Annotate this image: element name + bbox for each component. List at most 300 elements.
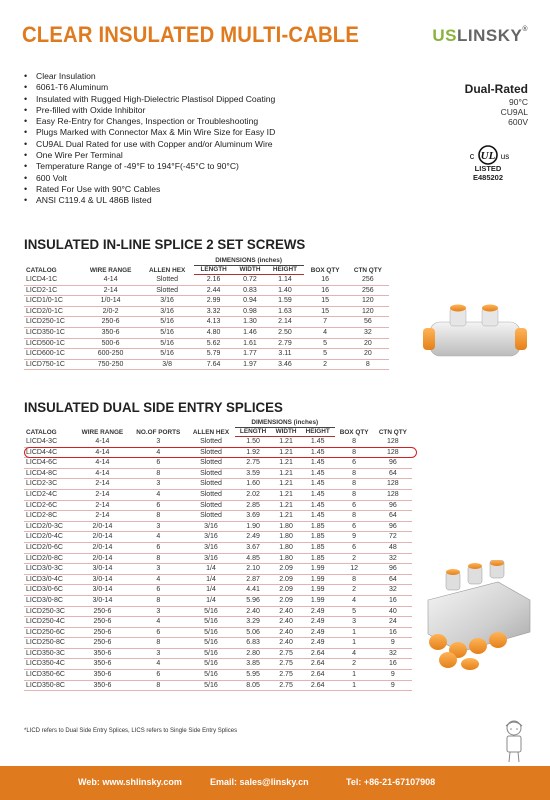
table-cell: 3.69 xyxy=(235,511,271,522)
table-cell: 1.21 xyxy=(271,479,301,490)
table-cell: 8 xyxy=(130,680,187,691)
table-cell: 64 xyxy=(374,574,412,585)
table-cell: 6 xyxy=(335,521,374,532)
table-cell: 1.45 xyxy=(301,489,335,500)
email-link[interactable]: Email: sales@linsky.cn xyxy=(210,777,309,787)
table-cell: 1.90 xyxy=(235,521,271,532)
catalog-number: LICD350-4C xyxy=(24,659,75,670)
table-cell: 3/16 xyxy=(187,521,235,532)
table-row xyxy=(24,680,412,691)
table-cell: 1.40 xyxy=(266,285,303,296)
table-row xyxy=(24,627,412,638)
table-cell: 2.44 xyxy=(194,285,234,296)
table-cell: 3.67 xyxy=(235,542,271,553)
catalog-number: LICD3/0-4C xyxy=(24,574,75,585)
table-cell: 1.99 xyxy=(301,585,335,596)
table-row xyxy=(24,606,412,617)
contact-footer xyxy=(0,766,550,800)
table-cell: 3/16 xyxy=(187,553,235,564)
table-cell: 1.85 xyxy=(301,542,335,553)
catalog-number: LICD2-1C xyxy=(24,285,81,296)
catalog-number: LICD3/0-6C xyxy=(24,585,75,596)
table-cell: 5.79 xyxy=(194,349,234,360)
table-cell: 2/0-14 xyxy=(75,542,129,553)
table-row xyxy=(24,553,412,564)
table-cell: 2.40 xyxy=(271,638,301,649)
table-cell: 5 xyxy=(304,338,347,349)
table-cell: 96 xyxy=(374,500,412,511)
table-cell: 20 xyxy=(347,338,389,349)
table-cell: 1.77 xyxy=(234,349,267,360)
table-cell: 128 xyxy=(374,447,412,458)
table-cell: Slotted xyxy=(187,479,235,490)
footnote: *LICD refers to Dual Side Entry Splices, LICS refers to Single Side Entry Splices xyxy=(24,728,238,734)
table-cell: 2.14 xyxy=(266,317,303,328)
table-cell: 1.45 xyxy=(301,511,335,522)
table-cell: 56 xyxy=(347,317,389,328)
table-cell: 8 xyxy=(335,479,374,490)
table-cell: 1.21 xyxy=(271,458,301,469)
catalog-number: LICD500-1C xyxy=(24,338,81,349)
table-cell: 5/16 xyxy=(141,317,194,328)
table-cell: 250-6 xyxy=(75,638,129,649)
table-cell: 0.98 xyxy=(234,306,267,317)
table-cell: Slotted xyxy=(187,489,235,500)
table-cell: 7 xyxy=(304,317,347,328)
table-cell: 120 xyxy=(347,306,389,317)
table-cell: 4 xyxy=(130,617,187,628)
table-cell: 2 xyxy=(335,553,374,564)
table-cell: 3/16 xyxy=(187,532,235,543)
feature-item: • Clear Insulation xyxy=(24,71,275,82)
table-cell: 3/16 xyxy=(187,542,235,553)
table-cell: 2.99 xyxy=(194,296,234,307)
table-cell: 250-6 xyxy=(75,606,129,617)
table-cell: 5/16 xyxy=(141,327,194,338)
table-cell: 6 xyxy=(130,585,187,596)
table-cell: 350-6 xyxy=(75,670,129,681)
table-cell: 5.95 xyxy=(235,670,271,681)
table-cell: 12 xyxy=(335,564,374,575)
rating-material: CU9AL xyxy=(500,107,528,117)
dual-entry-splice-image xyxy=(418,560,536,670)
table-cell: 2.79 xyxy=(266,338,303,349)
feature-item: • Temperature Range of -49°F to 194°F(-45°C to 90°C) xyxy=(24,161,275,172)
table-cell: 2-14 xyxy=(75,500,129,511)
table-row xyxy=(24,500,412,511)
table-cell: 2.40 xyxy=(271,627,301,638)
table-cell: 9 xyxy=(335,532,374,543)
listed-label: LISTED xyxy=(474,164,502,173)
table-cell: 2.49 xyxy=(301,638,335,649)
table-cell: 1.46 xyxy=(234,327,267,338)
table-cell: 64 xyxy=(374,511,412,522)
svg-text:us: us xyxy=(500,152,510,161)
catalog-number: LICD2/0-4C xyxy=(24,532,75,543)
table-cell: 6 xyxy=(335,458,374,469)
table-cell: 6.83 xyxy=(235,638,271,649)
table-cell: 64 xyxy=(374,468,412,479)
table-cell: 3 xyxy=(130,521,187,532)
col-wire-range: WIRE RANGE xyxy=(89,266,132,274)
table-cell: 5/16 xyxy=(187,670,235,681)
table-cell: 600-250 xyxy=(81,349,141,360)
table-cell: 2-14 xyxy=(81,285,141,296)
table-cell: 8 xyxy=(335,447,374,458)
table-cell: 8 xyxy=(335,437,374,448)
table-cell: 4 xyxy=(130,532,187,543)
catalog-number: LICD2/0-1C xyxy=(24,306,81,317)
table-row xyxy=(24,542,412,553)
table-cell: 6 xyxy=(335,500,374,511)
col-box-qty: BOX QTY xyxy=(339,428,369,436)
table-row xyxy=(24,489,412,500)
table-cell: 2 xyxy=(304,359,347,370)
table-cell: 2-14 xyxy=(75,511,129,522)
rating-voltage: 600V xyxy=(508,117,528,127)
table-cell: 6 xyxy=(130,542,187,553)
table-cell: 4.13 xyxy=(194,317,234,328)
table-cell: 2/0-2 xyxy=(81,306,141,317)
table-cell: 1.85 xyxy=(301,521,335,532)
table-cell: 2.64 xyxy=(301,659,335,670)
table-cell: 2.49 xyxy=(301,617,335,628)
table-cell: 3/0-14 xyxy=(75,564,129,575)
table-cell: 2.40 xyxy=(271,606,301,617)
table-cell: 750-250 xyxy=(81,359,141,370)
table-cell: 1.60 xyxy=(235,479,271,490)
col-allen-hex: ALLEN HEX xyxy=(149,266,186,274)
table-row xyxy=(24,359,389,370)
table-cell: 15 xyxy=(304,306,347,317)
col-width: WIDTH xyxy=(271,428,301,437)
table-cell: 350-6 xyxy=(75,648,129,659)
website-link[interactable]: Web: www.shlinsky.com xyxy=(78,777,182,787)
worker-mascot-icon xyxy=(500,718,528,764)
table-cell: 1 xyxy=(335,627,374,638)
phone-number: Tel: +86-21-67107908 xyxy=(346,777,436,787)
col-ctn-qty: CTN QTY xyxy=(353,266,382,274)
table-cell: 3.32 xyxy=(194,306,234,317)
table-cell: 96 xyxy=(374,521,412,532)
catalog-number: LICD600-1C xyxy=(24,349,81,360)
table-cell: 8 xyxy=(335,511,374,522)
catalog-number: LICD2/0-8C xyxy=(24,553,75,564)
table-cell: Slotted xyxy=(187,458,235,469)
table-cell: 32 xyxy=(374,585,412,596)
table-cell: 0.94 xyxy=(234,296,267,307)
table-cell: 2-14 xyxy=(75,489,129,500)
table-cell: 3 xyxy=(130,648,187,659)
col-dimensions: DIMENSIONS (inches) xyxy=(194,257,304,266)
table-cell: 3/8 xyxy=(141,359,194,370)
table-cell: 96 xyxy=(374,564,412,575)
table-cell: 2 xyxy=(335,659,374,670)
table-row xyxy=(24,574,412,585)
catalog-number: LICD2/0-3C xyxy=(24,521,75,532)
table-cell: 5/16 xyxy=(187,659,235,670)
table-row xyxy=(24,338,389,349)
table-cell: 1.30 xyxy=(234,317,267,328)
table-cell: 2.75 xyxy=(271,648,301,659)
catalog-number: LICD2-6C xyxy=(24,500,75,511)
table-cell: 2.80 xyxy=(235,648,271,659)
catalog-number: LICD750-1C xyxy=(24,359,81,370)
catalog-number: LICD350-3C xyxy=(24,648,75,659)
table-cell: 2.40 xyxy=(271,617,301,628)
catalog-number: LICD2/0-6C xyxy=(24,542,75,553)
table-cell: 0.72 xyxy=(234,275,267,286)
table-cell: 256 xyxy=(347,285,389,296)
table-cell: 2.75 xyxy=(271,670,301,681)
table-cell: 2.85 xyxy=(235,500,271,511)
table-cell: 256 xyxy=(347,275,389,286)
table-cell: 128 xyxy=(374,489,412,500)
catalog-number: LICD350-8C xyxy=(24,680,75,691)
table-cell: 1.45 xyxy=(301,500,335,511)
table-cell: 2.75 xyxy=(271,680,301,691)
table-cell: 4-14 xyxy=(75,468,129,479)
table-cell: 2.09 xyxy=(271,564,301,575)
table-cell: 1/4 xyxy=(187,564,235,575)
table-cell: 2/0-14 xyxy=(75,553,129,564)
table-cell: 4-14 xyxy=(75,437,129,448)
feature-item: • ANSI C119.4 & UL 486B listed xyxy=(24,195,275,206)
table-cell: 4-14 xyxy=(75,447,129,458)
table-cell: 4 xyxy=(130,489,187,500)
table-row xyxy=(24,617,412,628)
table-cell: 1.80 xyxy=(271,553,301,564)
table-cell: 5/16 xyxy=(187,617,235,628)
row-highlight-oval xyxy=(24,447,417,458)
table-cell: 1.80 xyxy=(271,532,301,543)
table-cell: 40 xyxy=(374,606,412,617)
feature-item: • 600 Volt xyxy=(24,173,275,184)
table-cell: 2.49 xyxy=(301,606,335,617)
table-row xyxy=(24,327,389,338)
table-cell: 6 xyxy=(335,542,374,553)
feature-item: • Plugs Marked with Connector Max & Min Wire Size for Easy ID xyxy=(24,127,275,138)
table-cell: 1 xyxy=(335,670,374,681)
table-cell: 8 xyxy=(130,595,187,606)
table-cell: 15 xyxy=(304,296,347,307)
table-cell: 3/16 xyxy=(141,296,194,307)
table-cell: 8 xyxy=(335,489,374,500)
table-row xyxy=(24,349,389,360)
feature-item: • One Wire Per Terminal xyxy=(24,150,275,161)
table-cell: 1 xyxy=(335,680,374,691)
inline-splice-image xyxy=(420,300,530,370)
feature-item: • Rated For Use with 90°C Cables xyxy=(24,184,275,195)
table-cell: 1.45 xyxy=(301,437,335,448)
table-cell: 32 xyxy=(374,553,412,564)
table-cell: 8 xyxy=(130,638,187,649)
table-cell: 1.85 xyxy=(301,553,335,564)
table-cell: 1.45 xyxy=(301,479,335,490)
col-length: LENGTH xyxy=(235,428,271,437)
catalog-number: LICD4-6C xyxy=(24,458,75,469)
table-cell: 8 xyxy=(335,574,374,585)
table-cell: 4-14 xyxy=(75,458,129,469)
table-cell: 128 xyxy=(374,479,412,490)
rating-temp: 90°C xyxy=(509,97,528,107)
catalog-number: LICD4-4C xyxy=(24,447,75,458)
table-cell: 1.14 xyxy=(266,275,303,286)
table-cell: 2/0-14 xyxy=(75,532,129,543)
table-cell: 6 xyxy=(130,500,187,511)
table-cell: 2 xyxy=(335,585,374,596)
feature-list xyxy=(24,71,275,207)
table-cell: 3 xyxy=(130,606,187,617)
table-row xyxy=(24,479,412,490)
catalog-number: LICD250-3C xyxy=(24,606,75,617)
table-cell: 1.45 xyxy=(301,458,335,469)
table-cell: 1/4 xyxy=(187,585,235,596)
table-cell: 6 xyxy=(130,458,187,469)
table-cell: 5/16 xyxy=(187,680,235,691)
table-row xyxy=(24,511,412,522)
table-cell: Slotted xyxy=(141,285,194,296)
table-cell: 3/16 xyxy=(141,306,194,317)
catalog-number: LICD2-3C xyxy=(24,479,75,490)
catalog-number: LICD250-4C xyxy=(24,617,75,628)
table-cell: 24 xyxy=(374,617,412,628)
table-cell: 32 xyxy=(374,648,412,659)
table-cell: 1/4 xyxy=(187,574,235,585)
table-cell: 16 xyxy=(304,275,347,286)
catalog-number: LICD250-6C xyxy=(24,627,75,638)
col-dimensions: DIMENSIONS (inches) xyxy=(235,419,335,428)
catalog-number: LICD250-8C xyxy=(24,638,75,649)
table-row xyxy=(24,532,412,543)
table-cell: 8 xyxy=(130,468,187,479)
table-cell: 5.96 xyxy=(235,595,271,606)
table-cell: 1.21 xyxy=(271,511,301,522)
table-cell: 16 xyxy=(374,627,412,638)
table-cell: 1.63 xyxy=(266,306,303,317)
col-height: HEIGHT xyxy=(266,266,303,275)
table-cell: 2.87 xyxy=(235,574,271,585)
table-cell: 1.99 xyxy=(301,574,335,585)
col-allen-hex: ALLEN HEX xyxy=(192,428,230,436)
table-cell: 1.97 xyxy=(234,359,267,370)
catalog-number: LICD4-8C xyxy=(24,468,75,479)
table-row xyxy=(24,670,412,681)
table-cell: 2.40 xyxy=(235,606,271,617)
table-row xyxy=(24,659,412,670)
table-cell: 350-6 xyxy=(75,659,129,670)
feature-item: • Easy Re-Entry for Changes, Inspection or Troubleshooting xyxy=(24,116,275,127)
col-ctn-qty: CTN QTY xyxy=(378,428,407,436)
table-cell: 1/4 xyxy=(187,595,235,606)
table-cell: 5/16 xyxy=(187,606,235,617)
table-cell: Slotted xyxy=(187,500,235,511)
table-cell: 2.75 xyxy=(271,659,301,670)
table-cell: 96 xyxy=(374,458,412,469)
col-height: HEIGHT xyxy=(301,428,335,437)
section2-title: INSULATED DUAL SIDE ENTRY SPLICES xyxy=(24,399,283,415)
table-cell: Slotted xyxy=(187,437,235,448)
table-cell: 5/16 xyxy=(187,638,235,649)
table-cell: 4 xyxy=(130,574,187,585)
dual-entry-splice-table xyxy=(24,419,412,691)
table-cell: 4.80 xyxy=(194,327,234,338)
table-cell: 8.05 xyxy=(235,680,271,691)
catalog-number: LICD4-1C xyxy=(24,275,81,286)
catalog-number: LICD3/0-3C xyxy=(24,564,75,575)
table-cell: 1.50 xyxy=(235,437,271,448)
table-cell: 2.16 xyxy=(194,275,234,286)
table-cell: 2.09 xyxy=(271,585,301,596)
table-cell: 2.49 xyxy=(235,532,271,543)
table-cell: 1.21 xyxy=(271,489,301,500)
table-cell: Slotted xyxy=(141,275,194,286)
table-row xyxy=(24,638,412,649)
table-cell: 9 xyxy=(374,680,412,691)
table-cell: 500-6 xyxy=(81,338,141,349)
table-cell: 3.85 xyxy=(235,659,271,670)
table-cell: 2.09 xyxy=(271,595,301,606)
table-row xyxy=(24,595,412,606)
table-cell: 8 xyxy=(130,553,187,564)
table-cell: 2-14 xyxy=(75,479,129,490)
table-cell: 1/0-14 xyxy=(81,296,141,307)
col-width: WIDTH xyxy=(234,266,267,275)
table-row xyxy=(24,306,389,317)
catalog-number: LICD250-1C xyxy=(24,317,81,328)
table-cell: 3.46 xyxy=(266,359,303,370)
catalog-number: LICD350-1C xyxy=(24,327,81,338)
brand-logo: USLINSKY® xyxy=(432,26,528,45)
table-cell: 3/0-14 xyxy=(75,595,129,606)
table-cell: 1.21 xyxy=(271,468,301,479)
table-cell: 5.62 xyxy=(194,338,234,349)
table-cell: 4-14 xyxy=(81,275,141,286)
table-row xyxy=(24,285,389,296)
catalog-number: LICD2-8C xyxy=(24,511,75,522)
table-cell: 16 xyxy=(374,659,412,670)
table-cell: 6 xyxy=(130,627,187,638)
table-cell: 8 xyxy=(335,468,374,479)
table-cell: 1.99 xyxy=(301,564,335,575)
table-cell: 16 xyxy=(374,595,412,606)
table-cell: 5/16 xyxy=(187,627,235,638)
table-cell: 3 xyxy=(335,617,374,628)
table-cell: 20 xyxy=(347,349,389,360)
feature-item: • CU9AL Dual Rated for use with Copper and/or Aluminum Wire xyxy=(24,139,275,150)
table-cell: 9 xyxy=(374,670,412,681)
col-ports: NO.OF PORTS xyxy=(136,428,181,436)
table-cell: 16 xyxy=(304,285,347,296)
table-row xyxy=(24,585,412,596)
table-cell: 2/0-14 xyxy=(75,521,129,532)
catalog-number: LICD350-6C xyxy=(24,670,75,681)
table-cell: 1.21 xyxy=(271,500,301,511)
table-cell: Slotted xyxy=(187,511,235,522)
table-cell: 5/16 xyxy=(141,349,194,360)
feature-item: • Pre-filled with Oxide Inhibitor xyxy=(24,105,275,116)
table-row xyxy=(24,458,412,469)
table-cell: 3/0-14 xyxy=(75,574,129,585)
table-cell: 1.21 xyxy=(271,437,301,448)
col-wire-range: WIRE RANGE xyxy=(81,428,124,436)
table-cell: 5 xyxy=(335,606,374,617)
table-cell: 250-6 xyxy=(75,627,129,638)
table-cell: 1.59 xyxy=(266,296,303,307)
table-cell: 1.80 xyxy=(271,521,301,532)
col-catalog: CATALOG xyxy=(26,428,57,436)
table-cell: 3.11 xyxy=(266,349,303,360)
